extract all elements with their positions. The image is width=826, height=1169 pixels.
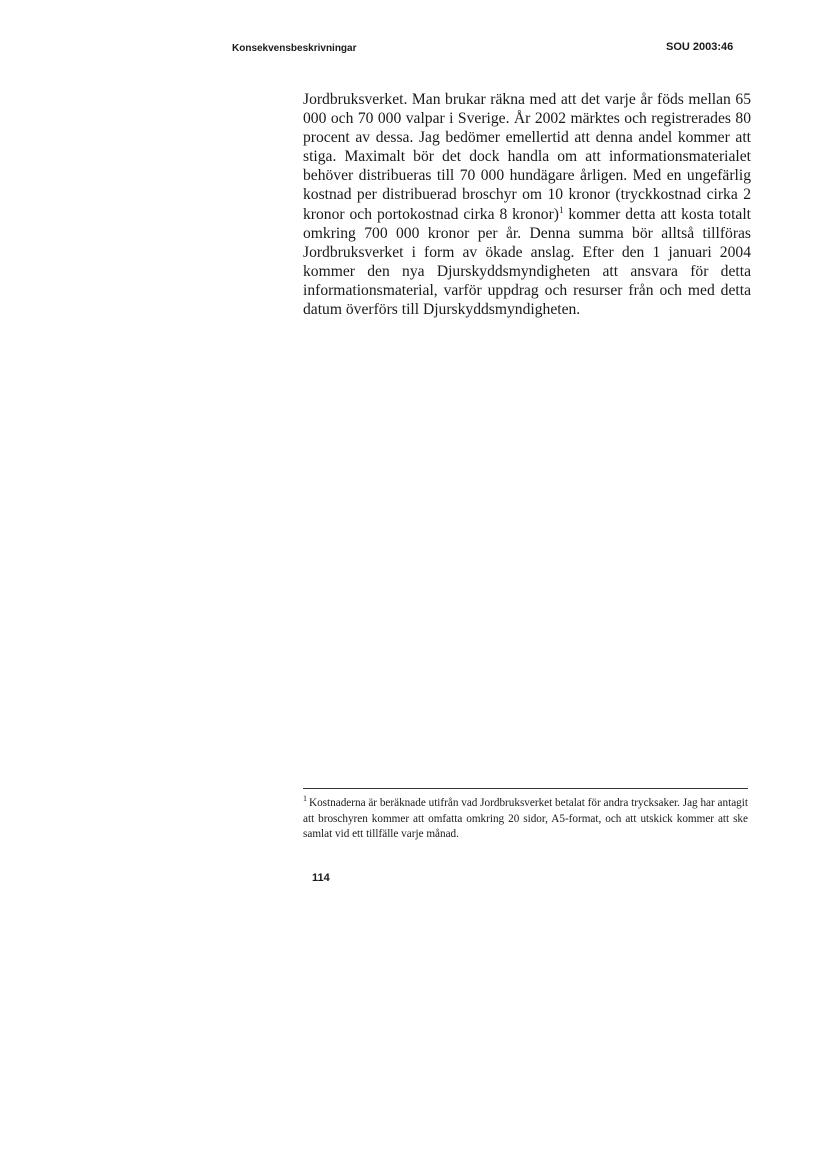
body-text-part-2: kommer detta att kosta totalt omkring 700 000 kronor per år. Denna summa bör alltså tillföras Jordbruksverket i form av ökade anslag. Efter den 1 januari 2004 kommer den nya Djurskyddsmyndigheten att ansvara för detta informationsmaterial, varför uppdrag och resurser från och med detta datum överförs till Djurskyddsmyndigheten. [303,205,751,319]
body-text-part-1: Jordbruksverket. Man brukar räkna med att det varje år föds mellan 65 000 och 70 000 valpar i Sverige. År 2002 märktes och registrerades 80 procent av dessa. Jag bedömer emellertid att denna andel kommer att stiga. Maximalt bör det dock handla om att informationsmaterialet behöver distribueras till 70 000 hundägare årligen. Med en ungefärlig kostnad per distribuerad broschyr om 10 kronor (tryckkostnad cirka 2 kronor och portokostnad cirka 8 kronor) [303,91,751,223]
running-head-chapter-title: Konsekvensbeskrivningar [232,43,357,54]
footnote-number: 1 [303,794,307,804]
footnote-text: Kostnaderna är beräknade utifrån vad Jordbruksverket betalat för andra trycksaker. Jag har antagit att broschyren kommer att omfatta omkring 20 sidor, A5-format, och att utskick kommer att ske samlat vid ett tillfälle varje månad. [303,797,748,840]
page-number: 114 [312,872,330,884]
running-head-document-id: SOU 2003:46 [666,41,734,53]
footnote-reference: 1 [558,204,564,215]
body-paragraph [303,90,751,319]
footnote [303,796,748,843]
footnote-divider [303,788,748,789]
